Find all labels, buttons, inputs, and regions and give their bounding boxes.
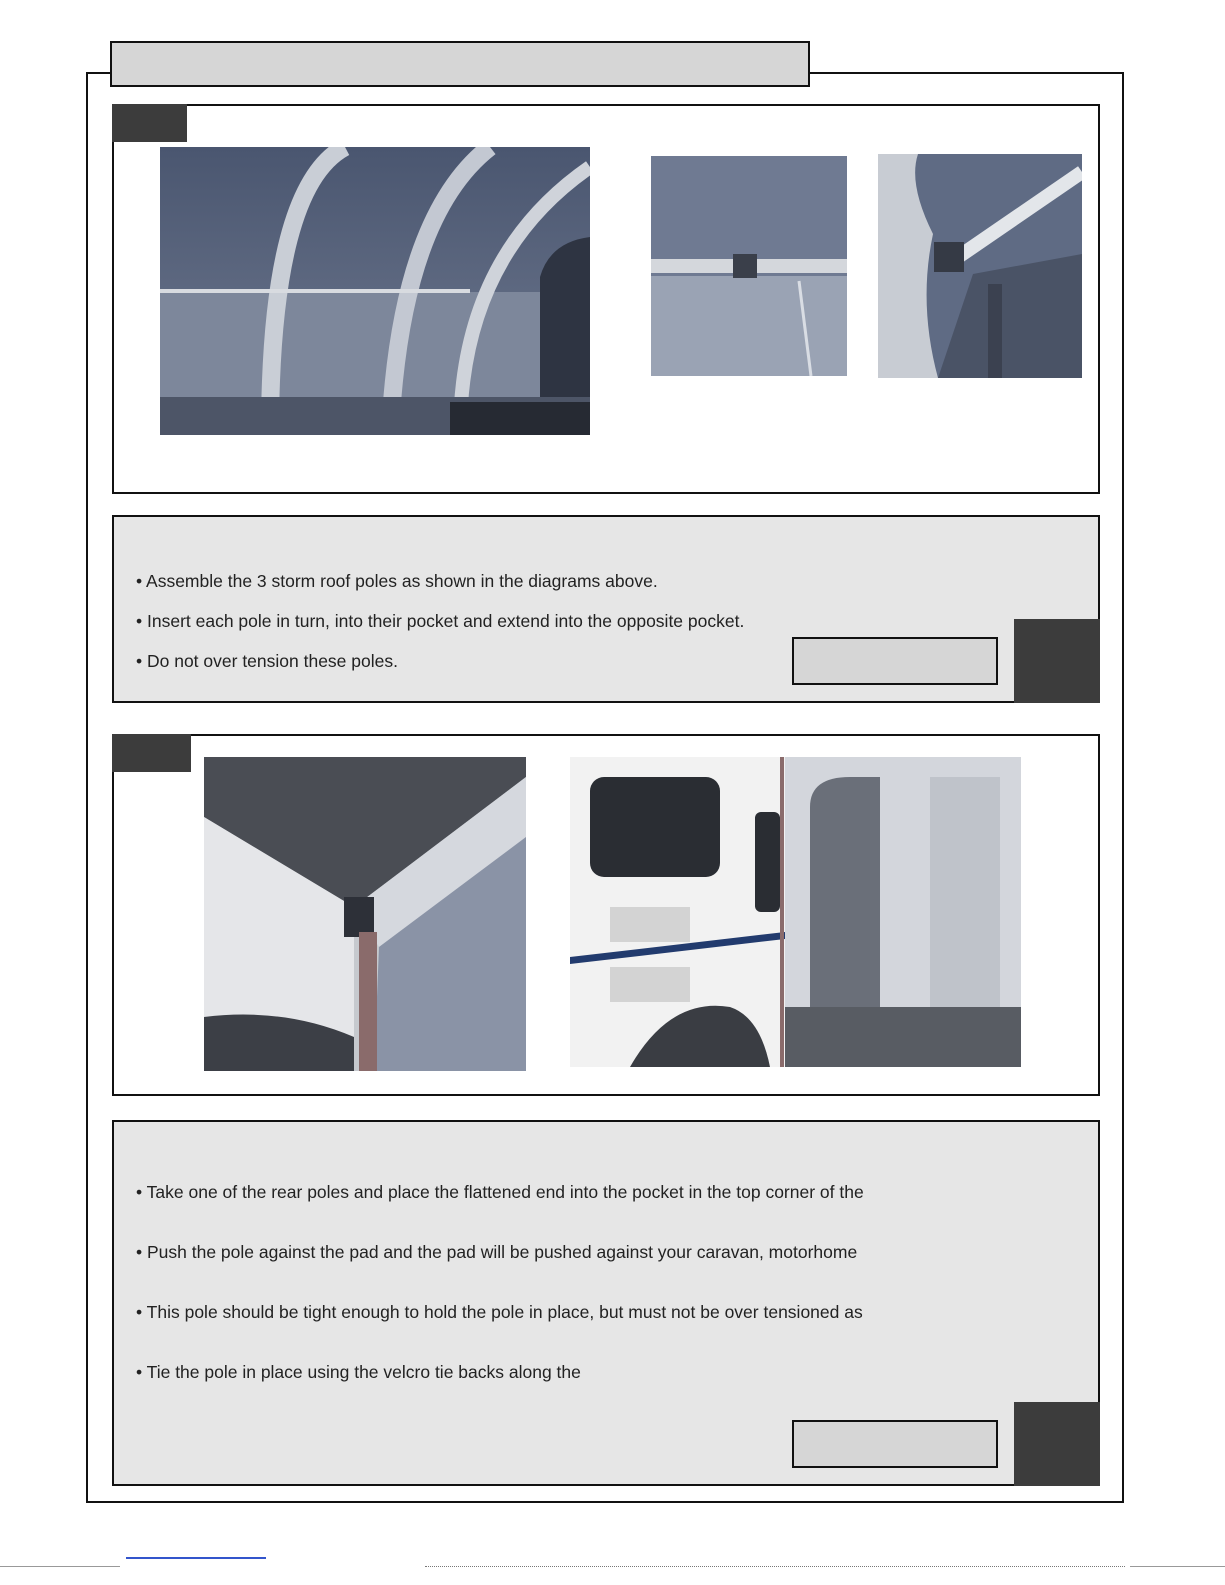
photo-pole-joint bbox=[651, 156, 847, 376]
footer-rule-right bbox=[1130, 1566, 1225, 1567]
corner-block bbox=[1014, 1402, 1100, 1486]
instruction-line: • This pole should be tight enough to hold the pole in place, but must not be over tensioned as bbox=[136, 1302, 863, 1322]
footer-rule-left bbox=[0, 1566, 120, 1567]
instruction-line: • Do not over tension these poles. bbox=[136, 651, 398, 671]
reference-box bbox=[792, 637, 998, 685]
instruction-line: • Tie the pole in place using the velcro tie backs along the bbox=[136, 1362, 581, 1382]
photo-pole-pocket bbox=[878, 154, 1082, 378]
step-tab-1 bbox=[112, 104, 187, 142]
footer-rule-dotted bbox=[425, 1566, 1125, 1567]
photo-rear-pole-corner bbox=[204, 757, 526, 1071]
photo-awning-roof-poles bbox=[160, 147, 590, 435]
instruction-line: • Assemble the 3 storm roof poles as shown in the diagrams above. bbox=[136, 571, 658, 591]
photo-caravan-awning bbox=[570, 757, 1021, 1067]
corner-block bbox=[1014, 619, 1100, 703]
instruction-line: • Push the pole against the pad and the pad will be pushed against your caravan, motorhome bbox=[136, 1242, 858, 1262]
reference-box bbox=[792, 1420, 998, 1468]
step-tab-2 bbox=[112, 734, 191, 772]
page-header-bar bbox=[110, 41, 810, 87]
footer-link-underline bbox=[126, 1557, 266, 1559]
instruction-line: • Take one of the rear poles and place the flattened end into the pocket in the top corner of the bbox=[136, 1182, 864, 1202]
instruction-line: • Insert each pole in turn, into their pocket and extend into the opposite pocket. bbox=[136, 611, 745, 631]
